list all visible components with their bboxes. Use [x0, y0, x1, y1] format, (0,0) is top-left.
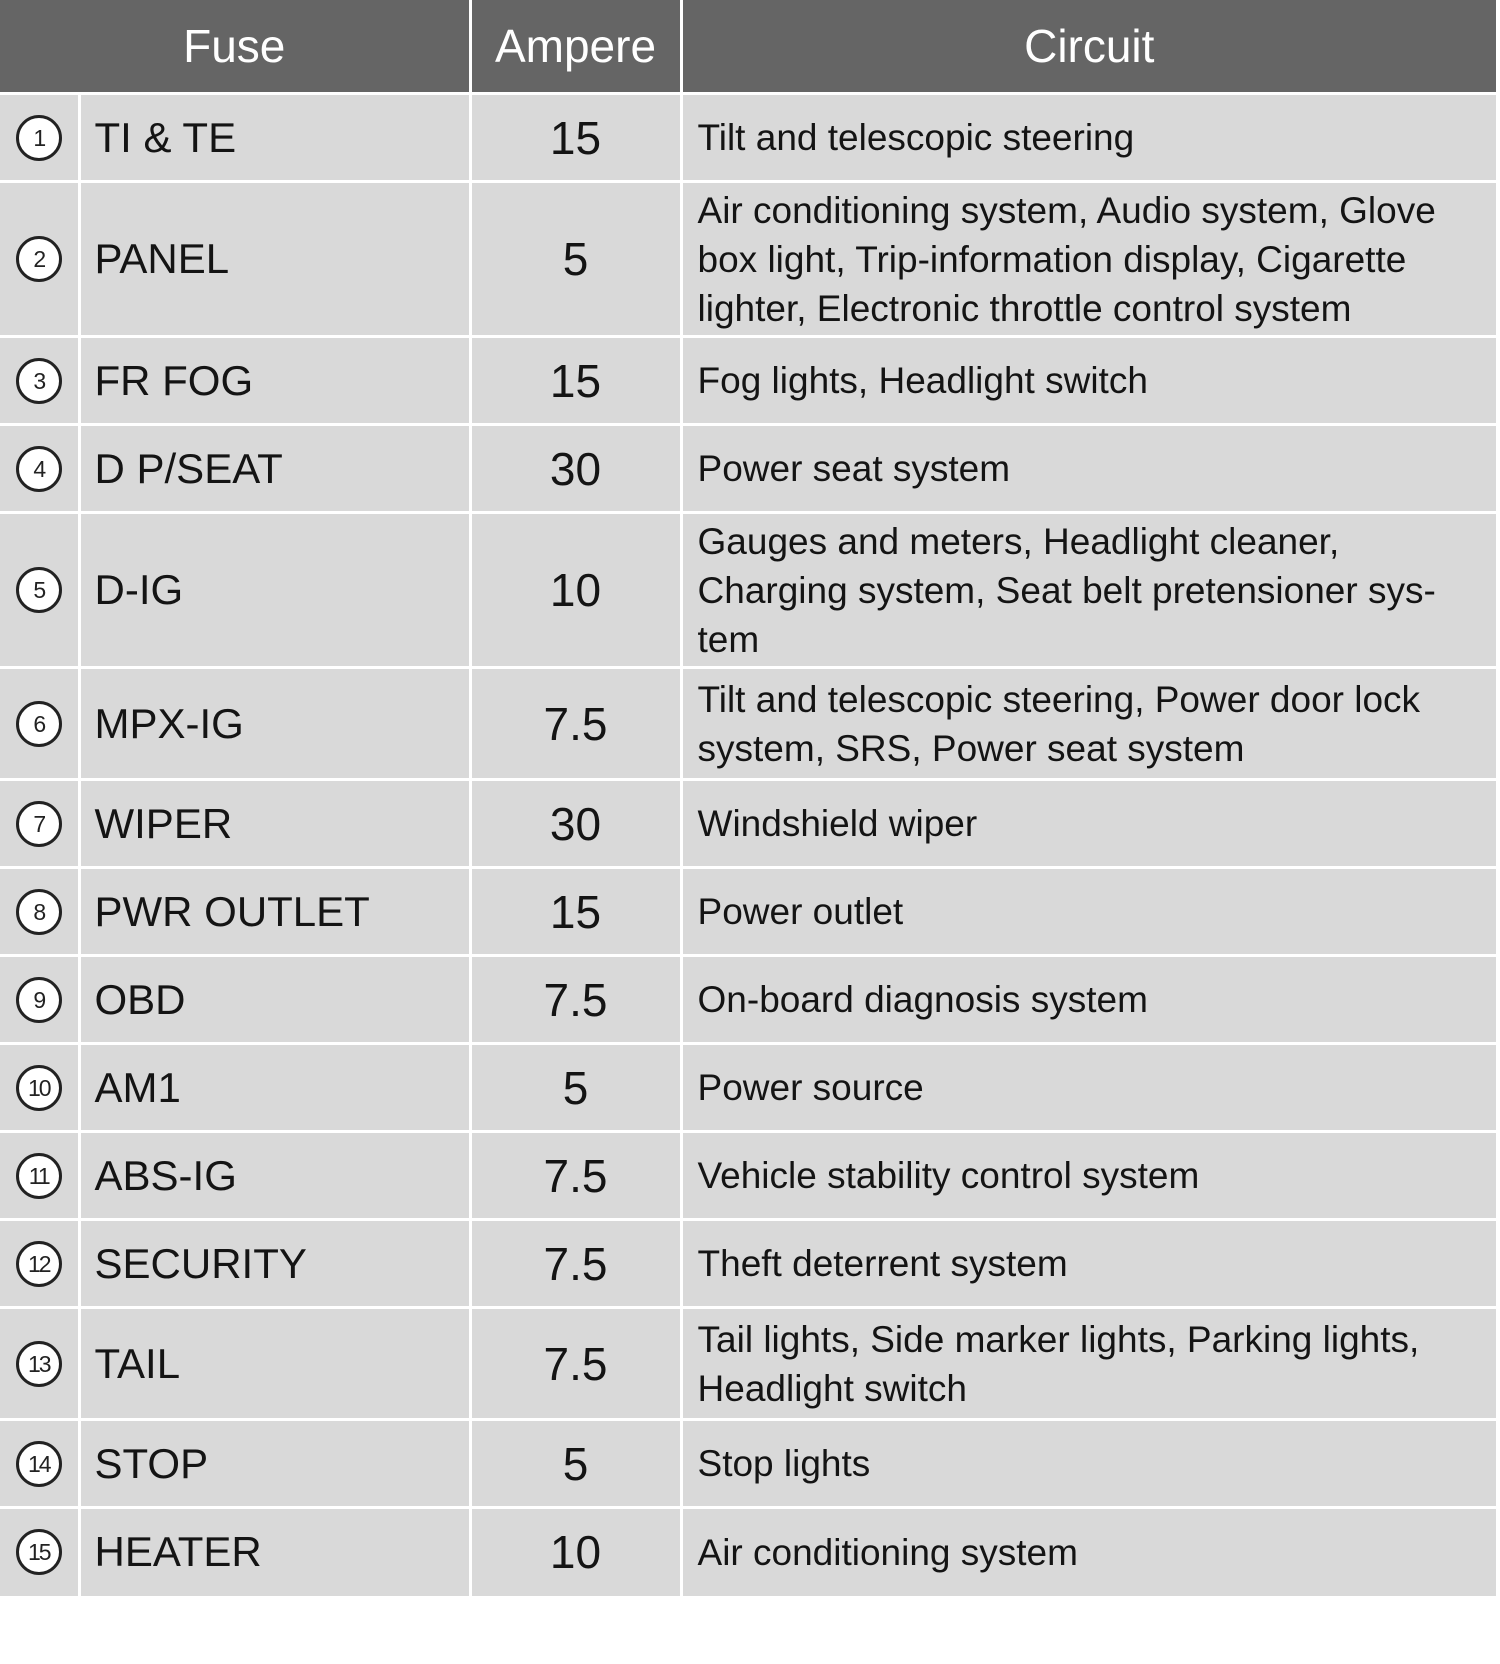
circuit-cell: Power outlet	[681, 868, 1496, 956]
circuit-cell: Theft deterrent system	[681, 1220, 1496, 1308]
circuit-cell: Tilt and telescopic steering	[681, 94, 1496, 182]
fuse-name-cell: STOP	[79, 1420, 470, 1508]
table-row	[0, 94, 1496, 182]
circuit-cell: On-board diagnosis system	[681, 956, 1496, 1044]
ampere-cell: 15	[470, 94, 681, 182]
ampere-cell: 10	[470, 513, 681, 668]
ampere-cell: 10	[470, 1508, 681, 1596]
fuse-number-badge: 14	[16, 1441, 62, 1487]
circuit-cell: Stop lights	[681, 1420, 1496, 1508]
fuse-number-badge: 7	[16, 801, 62, 847]
circuit-cell: Power source	[681, 1044, 1496, 1132]
circuit-cell: Gauges and meters, Headlight cleaner, Charging system, Seat belt pretensioner sys-tem	[681, 513, 1496, 668]
fuse-name-cell: MPX-IG	[79, 668, 470, 780]
table-body	[0, 94, 1496, 1596]
fuse-name-cell: PANEL	[79, 182, 470, 337]
table-row	[0, 1132, 1496, 1220]
fuse-name-cell: AM1	[79, 1044, 470, 1132]
fuse-number-cell	[0, 1044, 79, 1132]
circuit-cell: Air conditioning system, Audio system, Glove box light, Trip-information display, Cigarette lighter, Electronic throttle control system	[681, 182, 1496, 337]
circuit-cell: Power seat system	[681, 425, 1496, 513]
ampere-cell: 7.5	[470, 1132, 681, 1220]
ampere-cell: 30	[470, 425, 681, 513]
fuse-number-badge: 6	[16, 701, 62, 747]
ampere-cell: 7.5	[470, 1308, 681, 1420]
fuse-number-cell	[0, 425, 79, 513]
ampere-cell: 15	[470, 337, 681, 425]
fuse-number-badge: 2	[16, 236, 62, 282]
table-row	[0, 1220, 1496, 1308]
fuse-number-cell	[0, 1220, 79, 1308]
circuit-cell: Air conditioning system	[681, 1508, 1496, 1596]
table-header-row	[0, 0, 1496, 94]
fuse-number-cell	[0, 868, 79, 956]
header-circuit: Circuit	[681, 0, 1496, 94]
fuse-number-cell	[0, 94, 79, 182]
circuit-cell: Tail lights, Side marker lights, Parking lights, Headlight switch	[681, 1308, 1496, 1420]
header-ampere: Ampere	[470, 0, 681, 94]
fuse-number-cell	[0, 780, 79, 868]
fuse-number-cell	[0, 337, 79, 425]
table-row	[0, 868, 1496, 956]
circuit-cell: Tilt and telescopic steering, Power door lock system, SRS, Power seat system	[681, 668, 1496, 780]
table-row	[0, 956, 1496, 1044]
fuse-number-badge: 9	[16, 977, 62, 1023]
fuse-number-badge: 4	[16, 446, 62, 492]
fuse-number-badge: 10	[16, 1065, 62, 1111]
ampere-cell: 30	[470, 780, 681, 868]
fuse-number-cell	[0, 1132, 79, 1220]
table-row	[0, 513, 1496, 668]
fuse-number-badge: 12	[16, 1241, 62, 1287]
table-row	[0, 182, 1496, 337]
table-row	[0, 668, 1496, 780]
header-fuse: Fuse	[0, 0, 470, 94]
ampere-cell: 7.5	[470, 956, 681, 1044]
fuse-name-cell: HEATER	[79, 1508, 470, 1596]
ampere-cell: 5	[470, 1044, 681, 1132]
fuse-number-badge: 15	[16, 1529, 62, 1575]
fuse-number-badge: 5	[16, 567, 62, 613]
fuse-name-cell: PWR OUTLET	[79, 868, 470, 956]
fuse-number-badge: 8	[16, 889, 62, 935]
fuse-number-cell	[0, 956, 79, 1044]
fuse-name-cell: OBD	[79, 956, 470, 1044]
table-row	[0, 1044, 1496, 1132]
circuit-cell: Vehicle stability control system	[681, 1132, 1496, 1220]
fuse-name-cell: TAIL	[79, 1308, 470, 1420]
ampere-cell: 5	[470, 182, 681, 337]
table-row	[0, 337, 1496, 425]
table-row	[0, 1308, 1496, 1420]
fuse-name-cell: WIPER	[79, 780, 470, 868]
fuse-name-cell: FR FOG	[79, 337, 470, 425]
fuse-number-badge: 3	[16, 358, 62, 404]
table-row	[0, 1508, 1496, 1596]
fuse-name-cell: ABS-IG	[79, 1132, 470, 1220]
ampere-cell: 5	[470, 1420, 681, 1508]
fuse-number-badge: 1	[16, 115, 62, 161]
circuit-cell: Fog lights, Headlight switch	[681, 337, 1496, 425]
table-row	[0, 1420, 1496, 1508]
ampere-cell: 7.5	[470, 668, 681, 780]
fuse-name-cell: SECURITY	[79, 1220, 470, 1308]
fuse-name-cell: TI & TE	[79, 94, 470, 182]
fuse-number-cell	[0, 668, 79, 780]
fuse-number-badge: 13	[16, 1341, 62, 1387]
fuse-number-cell	[0, 1508, 79, 1596]
fuse-number-cell	[0, 182, 79, 337]
ampere-cell: 15	[470, 868, 681, 956]
fuse-number-cell	[0, 1308, 79, 1420]
fuse-number-badge: 11	[16, 1153, 62, 1199]
fuse-name-cell: D-IG	[79, 513, 470, 668]
table-row	[0, 780, 1496, 868]
table-row	[0, 425, 1496, 513]
fuse-name-cell: D P/SEAT	[79, 425, 470, 513]
circuit-cell: Windshield wiper	[681, 780, 1496, 868]
ampere-cell: 7.5	[470, 1220, 681, 1308]
fuse-number-cell	[0, 1420, 79, 1508]
fuse-number-cell	[0, 513, 79, 668]
